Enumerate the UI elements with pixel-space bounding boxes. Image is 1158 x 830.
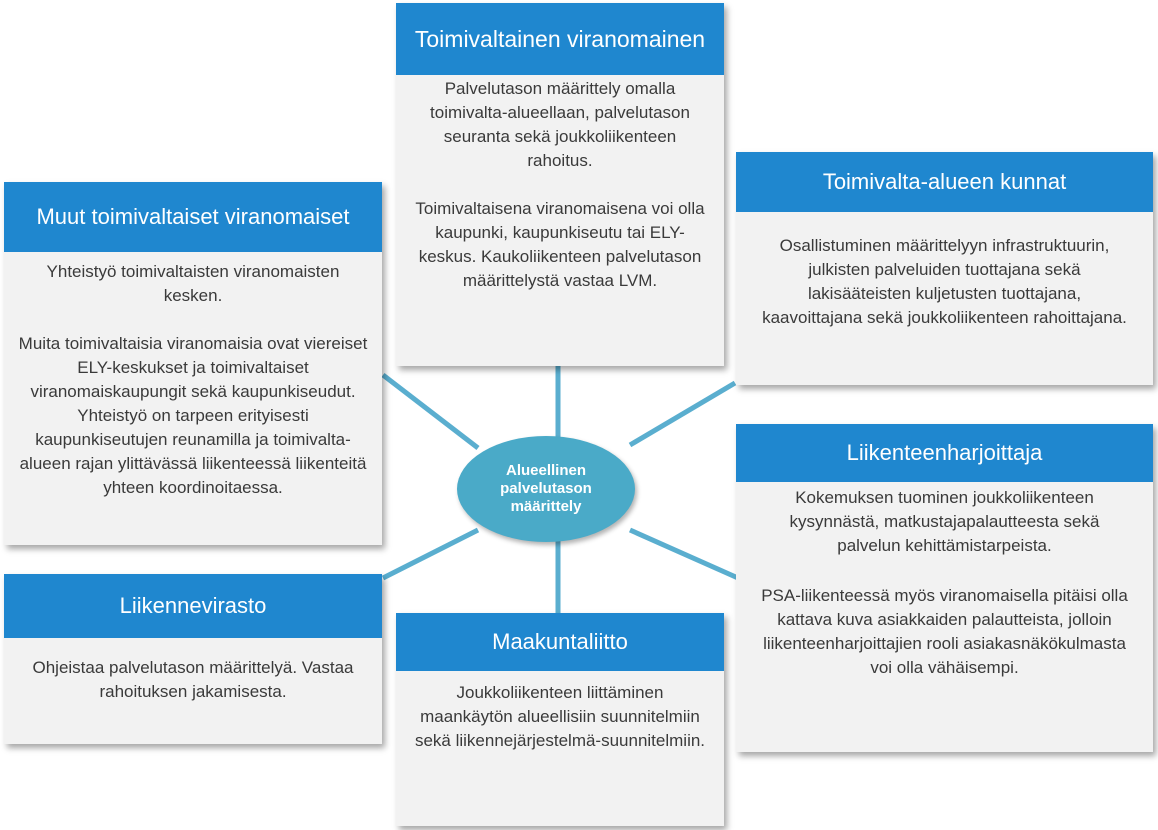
- card-title: Toimivaltainen viranomainen: [396, 3, 724, 75]
- card-title: Liikennevirasto: [4, 574, 382, 638]
- card-body: [736, 482, 1153, 686]
- card-title: Maakuntaliitto: [396, 613, 724, 671]
- spoke-top-right: [630, 383, 735, 445]
- card-body: [4, 252, 382, 506]
- card-toimivalta-alueen-kunnat: [736, 152, 1153, 385]
- spoke-top-left: [383, 375, 478, 448]
- spoke-bottom-right: [630, 530, 738, 578]
- card-body: [736, 212, 1153, 336]
- card-text: Yhteistyö toimivaltaisten viranomaisten kesken.: [46, 262, 340, 305]
- hub-label: Alueellinen palvelutason määrittely: [500, 462, 592, 515]
- card-body: [4, 638, 382, 710]
- spoke-bottom-left: [383, 530, 478, 578]
- card-text: Osallistuminen määrittelyyn infrastruktuurin, julkisten palveluiden tuottajana sekä lakisääteisten kuljetusten tuottajana, kaavoittajana sekä joukkoliikenteen rahoittajana.: [762, 236, 1127, 327]
- card-muut-toimivaltaiset: [4, 182, 382, 545]
- card-liikennevirasto: [4, 574, 382, 744]
- card-body: [396, 75, 724, 299]
- card-maakuntaliitto: [396, 613, 724, 826]
- card-text: PSA-liikenteessä myös viranomaisella pitäisi olla kattava kuva asiakkaiden palautteista, jolloin liikenteenharjoittajien rooli asiakasnäkökulmasta voi olla vähäisempi.: [761, 586, 1128, 677]
- card-liikenteenharjoittaja: [736, 424, 1153, 752]
- card-title: Muut toimivaltaiset viranomaiset: [4, 182, 382, 252]
- card-text: Palvelutason määrittely omalla toimivalta-alueellaan, palvelutason seuranta sekä joukkoliikenteen rahoitus.: [430, 79, 690, 170]
- card-text: Kokemuksen tuominen joukkoliikenteen kysynnästä, matkustajapalautteesta sekä palvelun kehittämistarpeista.: [789, 488, 1100, 555]
- card-text: Ohjeistaa palvelutason määrittelyä. Vastaa rahoituksen jakamisesta.: [32, 658, 354, 701]
- card-text: Muita toimivaltaisia viranomaisia ovat viereiset ELY-keskukset ja toimivaltaiset viranomaiskaupungit sekä kaupunkiseudut. Yhteistyö on tarpeen erityisesti kaupunkiseutujen reunamilla ja toimivalta-alueen rajan ylittävässä liikenteessä liikenteitä yhteen koordinoitaessa.: [18, 334, 368, 497]
- card-title: Liikenteenharjoittaja: [736, 424, 1153, 482]
- card-text: Toimivaltaisena viranomaisena voi olla kaupunki, kaupunkiseutu tai ELY-keskus. Kaukoliikenteen palvelutason määrittelystä vastaa LVM.: [415, 199, 705, 290]
- card-body: [396, 671, 724, 759]
- card-toimivaltainen-viranomainen: [396, 3, 724, 366]
- hub-ellipse: [457, 436, 635, 542]
- card-text: Joukkoliikenteen liittäminen maankäytön alueellisiin suunnitelmiin sekä liikennejärjestelmä-suunnitelmiin.: [414, 683, 706, 750]
- card-title: Toimivalta-alueen kunnat: [736, 152, 1153, 212]
